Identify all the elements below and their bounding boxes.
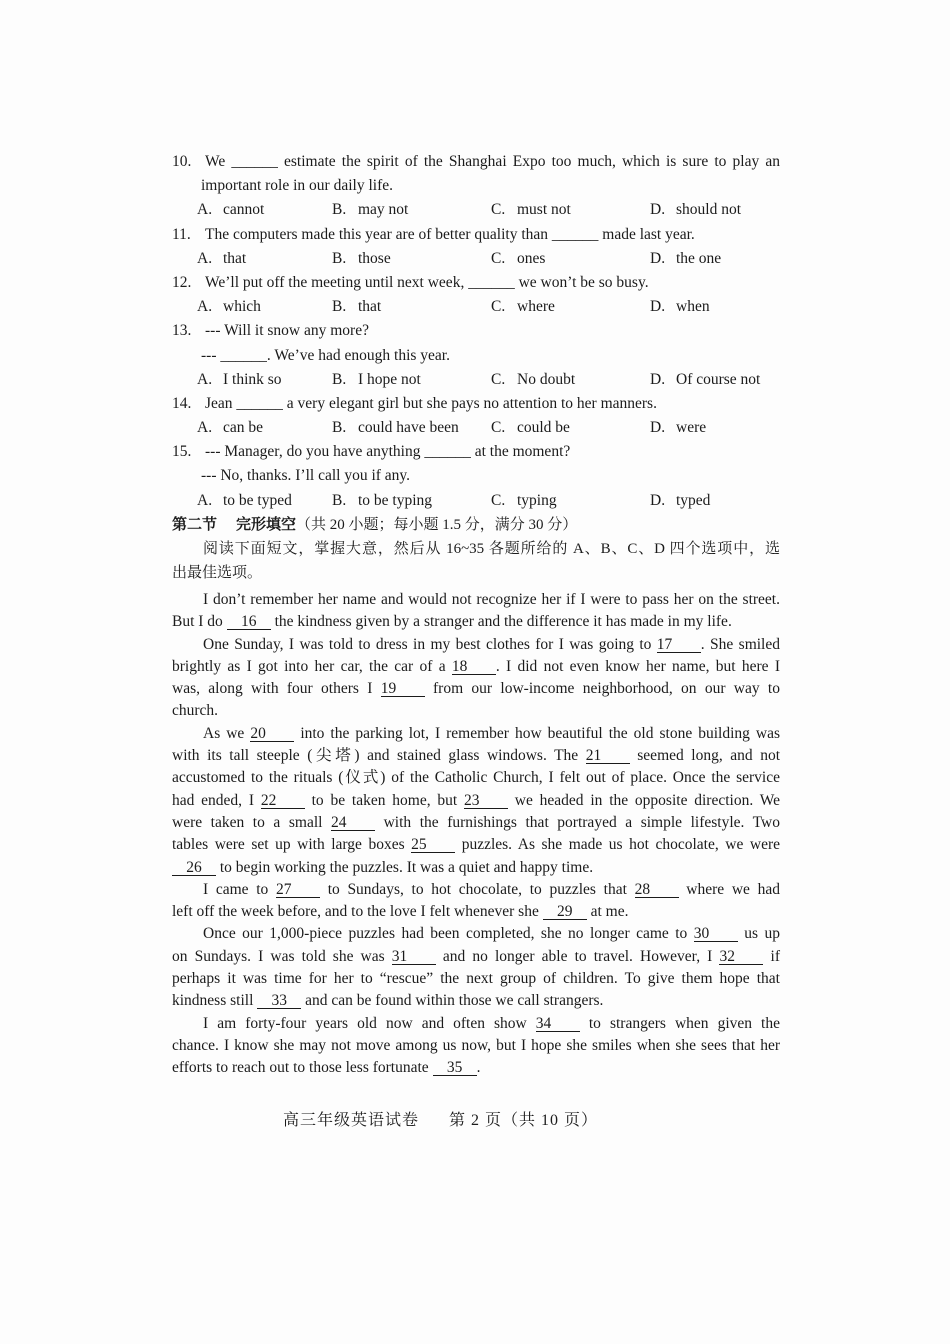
option-text: which (223, 298, 261, 316)
passage-line (172, 1013, 780, 1035)
option-letter: B. (332, 419, 347, 437)
option-letter: A. (197, 298, 213, 316)
option-b (332, 198, 408, 222)
passage-line (172, 589, 780, 611)
question-line (172, 174, 780, 198)
question-number: 12. (172, 273, 192, 291)
option-letter: D. (650, 370, 666, 388)
options-row (172, 247, 780, 271)
passage-line (172, 812, 780, 834)
option-letter: B. (332, 298, 347, 316)
question-text: We’ll put off the meeting until next week, ______ we won’t be so busy. (205, 273, 649, 291)
footer-title: 高三年级英语试卷 (283, 1112, 420, 1129)
option-c (491, 198, 571, 222)
passage-line (172, 1057, 780, 1079)
option-c (491, 416, 570, 440)
question-text: --- Will it snow any more? (205, 322, 369, 340)
question-text: --- ______. We’ve had enough this year. (201, 346, 450, 364)
passage-text: at me. (586, 903, 629, 921)
footer-page-number: 第 2 页（共 10 页） (449, 1112, 599, 1129)
paragraph (172, 879, 780, 924)
paragraph (172, 723, 780, 879)
passage-text: with its tall steeple (尖塔) and stained glass windows. The (172, 747, 586, 765)
option-text: could have been (358, 419, 459, 437)
passage-text: . She smiled (700, 635, 780, 653)
passage-line (172, 700, 780, 722)
option-d (650, 198, 741, 222)
passage-line (172, 857, 780, 879)
passage-text: had ended, I (172, 791, 261, 809)
option-d (650, 368, 760, 392)
question-text: The computers made this year are of better quality than ______ made last year. (205, 225, 695, 243)
passage-text: to be taken home, but (304, 791, 464, 809)
passage-text: into the parking lot, I remember how beautiful the old stone building was (294, 724, 780, 742)
option-a (197, 198, 264, 222)
blank-28: 28 (635, 882, 679, 898)
option-letter: D. (650, 201, 666, 219)
option-letter: D. (650, 298, 666, 316)
passage-text: I am forty-four years old now and often show (203, 1014, 536, 1032)
passage-line (172, 879, 780, 901)
option-letter: D. (650, 419, 666, 437)
option-a (197, 295, 261, 319)
passage-text: As we (203, 724, 251, 742)
option-text: cannot (223, 201, 265, 219)
passage-text: where we had (678, 880, 780, 898)
option-c (491, 368, 575, 392)
option-text: to be typing (358, 491, 433, 509)
option-letter: D. (650, 491, 666, 509)
passage-text: accustomed to the rituals (仪式) of the Catholic Church, I felt out of place. Once the service (172, 769, 780, 787)
question-item (172, 271, 780, 319)
option-letter: B. (332, 491, 347, 509)
question-number: 15. (172, 443, 192, 461)
page-footer (283, 1110, 598, 1132)
options-row (172, 416, 780, 440)
question-number: 14. (172, 394, 192, 412)
option-letter: B. (332, 201, 347, 219)
blank-30: 30 (694, 926, 738, 942)
passage-text: with the furnishings that portrayed a simple lifestyle. Two (375, 813, 781, 831)
passage-text: perhaps it was time for her to “rescue” the next group of children. To give them hope that (172, 970, 780, 988)
passage-line (172, 611, 780, 633)
blank-21: 21 (586, 748, 630, 764)
option-text: where (517, 298, 555, 316)
paragraph (172, 923, 780, 1012)
section-heading (172, 513, 780, 537)
question-number: 13. (172, 322, 192, 340)
passage-line (172, 790, 780, 812)
option-d (650, 416, 706, 440)
blank-20: 20 (250, 726, 294, 742)
question-line (172, 344, 780, 368)
paragraph (172, 589, 780, 634)
question-item (172, 223, 780, 271)
option-b (332, 416, 459, 440)
option-c (491, 295, 555, 319)
option-d (650, 247, 721, 271)
option-letter: A. (197, 491, 213, 509)
option-letter: C. (491, 201, 506, 219)
option-b (332, 247, 391, 271)
blank-25: 25 (411, 837, 455, 853)
option-text: were (676, 419, 707, 437)
passage-text: on Sundays. I was told she was (172, 947, 392, 965)
question-line (172, 440, 780, 464)
option-letter: D. (650, 249, 666, 267)
cloze-passage (172, 589, 780, 1080)
passage-line (172, 990, 780, 1012)
passage-text: puzzles. As she made us hot chocolate, we were (455, 836, 780, 854)
options-row (172, 489, 780, 513)
option-text: typed (676, 491, 711, 509)
question-text: We ______ estimate the spirit of the Shanghai Expo too much, which is sure to play an (205, 153, 780, 170)
section-scoring-note: （共 20 小题；每小题 1.5 分，满分 30 分） (296, 517, 578, 533)
option-letter: A. (197, 419, 213, 437)
option-d (650, 295, 710, 319)
question-item (172, 440, 780, 513)
passage-text: we headed in the opposite direction. We (507, 791, 780, 809)
question-item (172, 150, 780, 223)
passage-line (172, 834, 780, 856)
passage-line (172, 1035, 780, 1057)
option-text: the one (676, 249, 722, 267)
option-text: those (358, 249, 391, 267)
paragraph (172, 634, 780, 723)
option-letter: C. (491, 419, 506, 437)
passage-text: efforts to reach out to those less fortunate (172, 1059, 433, 1077)
option-text: should not (676, 201, 742, 219)
question-item (172, 319, 780, 392)
blank-35: 35 (433, 1060, 477, 1076)
passage-text: were taken to a small (172, 813, 332, 831)
passage-text: left off the week before, and to the love I felt whenever she (172, 903, 543, 921)
option-text: when (676, 298, 710, 316)
options-row (172, 198, 780, 222)
option-text: can be (223, 419, 264, 437)
option-letter: B. (332, 249, 347, 267)
question-text: --- Manager, do you have anything ______ at the moment? (205, 443, 571, 461)
passage-text: tables were set up with large boxes (172, 836, 412, 854)
cloze-section (172, 513, 780, 585)
option-letter: C. (491, 249, 506, 267)
blank-31: 31 (392, 949, 436, 965)
blank-33: 33 (257, 993, 301, 1009)
passage-text: . (476, 1059, 481, 1077)
passage-text: to strangers when given the (579, 1014, 780, 1032)
passage-text: kindness still (172, 992, 258, 1010)
passage-text: seemed long, and not (629, 747, 780, 765)
paragraph (172, 1013, 780, 1080)
passage-text: from our low-income neighborhood, on our way to (424, 680, 780, 698)
option-a (197, 368, 282, 392)
option-letter: C. (491, 370, 506, 388)
passage-text: to begin working the puzzles. It was a quiet and happy time. (216, 858, 594, 876)
option-b (332, 489, 432, 513)
option-text: may not (358, 201, 409, 219)
passage-text: and no longer able to travel. However, I (435, 947, 720, 965)
passage-text: was, along with four others I (172, 680, 381, 698)
blank-34: 34 (536, 1016, 580, 1032)
question-line (172, 464, 780, 488)
option-a (197, 247, 246, 271)
option-b (332, 368, 421, 392)
section-instructions (172, 537, 780, 585)
option-text: I think so (223, 370, 282, 388)
passage-text: brightly as I got into her car, the car of a (172, 657, 452, 675)
blank-27: 27 (276, 882, 320, 898)
passage-line (172, 767, 780, 789)
option-a (197, 489, 292, 513)
passage-text: One Sunday, I was told to dress in my best clothes for I was going to (203, 635, 657, 653)
question-number: 11. (172, 225, 191, 243)
blank-18: 18 (452, 659, 496, 675)
option-text: could be (517, 419, 570, 437)
question-line (172, 271, 780, 295)
option-text: that (223, 249, 247, 267)
option-a (197, 416, 263, 440)
passage-text: chance. I know she may not move among us now, but I hope she smiles when she sees that her (172, 1036, 780, 1054)
option-letter: C. (491, 491, 506, 509)
passage-line (172, 656, 780, 678)
question-item (172, 392, 780, 440)
passage-text: . I did not even know her name, but here I (495, 657, 780, 675)
question-number: 10. (172, 153, 192, 170)
option-text: Of course not (676, 370, 761, 388)
option-text: must not (517, 201, 571, 219)
passage-text: I came to (203, 880, 276, 898)
option-text: that (358, 298, 382, 316)
option-letter: A. (197, 201, 213, 219)
question-line (172, 223, 780, 247)
passage-text: the kindness given by a stranger and the difference it has made in my life. (270, 613, 732, 631)
blank-26: 26 (172, 860, 216, 876)
blank-23: 23 (464, 793, 508, 809)
option-letter: B. (332, 370, 347, 388)
passage-line (172, 968, 780, 990)
blank-29: 29 (543, 904, 587, 920)
option-letter: A. (197, 249, 213, 267)
options-row (172, 295, 780, 319)
option-text: I hope not (358, 370, 421, 388)
option-text: ones (517, 249, 546, 267)
passage-text: us up (737, 925, 780, 943)
passage-text: I don’t remember her name and would not recognize her if I were to pass her on the street. (203, 591, 780, 608)
passage-text: church. (172, 702, 219, 720)
options-row (172, 368, 780, 392)
section-label: 第二节 (172, 517, 218, 533)
question-line (172, 392, 780, 416)
question-text: Jean ______ a very elegant girl but she pays no attention to her manners. (205, 394, 657, 412)
blank-17: 17 (657, 637, 701, 653)
blank-22: 22 (261, 793, 305, 809)
multiple-choice-questions (172, 150, 780, 513)
option-letter: A. (197, 370, 213, 388)
option-letter: C. (491, 298, 506, 316)
passage-line (172, 723, 780, 745)
passage-text: and can be found within those we call strangers. (301, 992, 604, 1010)
passage-line (172, 745, 780, 767)
question-text: important role in our daily life. (201, 177, 393, 195)
question-text: --- No, thanks. I’ll call you if any. (201, 467, 411, 485)
option-b (332, 295, 381, 319)
passage-line (172, 901, 780, 923)
passage-text: Once our 1,000-piece puzzles had been completed, she no longer came to (203, 925, 694, 943)
option-text: to be typed (223, 491, 292, 509)
blank-16: 16 (227, 614, 271, 630)
passage-line (172, 923, 780, 945)
passage-line (172, 946, 780, 968)
option-c (491, 247, 545, 271)
instruction-line: 阅读下面短文，掌握大意，然后从 16~35 各题所给的 A、B、C、D 四个选项中，选 (203, 541, 780, 557)
option-c (491, 489, 557, 513)
passage-text: if (763, 947, 781, 965)
instruction-line: 出最佳选项。 (172, 565, 263, 581)
passage-line (172, 678, 780, 700)
section-title: 完形填空 (236, 517, 297, 533)
option-d (650, 489, 710, 513)
option-text: typing (517, 491, 557, 509)
blank-32: 32 (719, 949, 763, 965)
passage-line (172, 634, 780, 656)
question-line (172, 319, 780, 343)
question-line (172, 150, 780, 174)
passage-text: But I do (172, 613, 227, 631)
blank-19: 19 (381, 681, 425, 697)
option-text: No doubt (517, 370, 576, 388)
passage-text: to Sundays, to hot chocolate, to puzzles that (320, 880, 635, 898)
blank-24: 24 (331, 815, 375, 831)
